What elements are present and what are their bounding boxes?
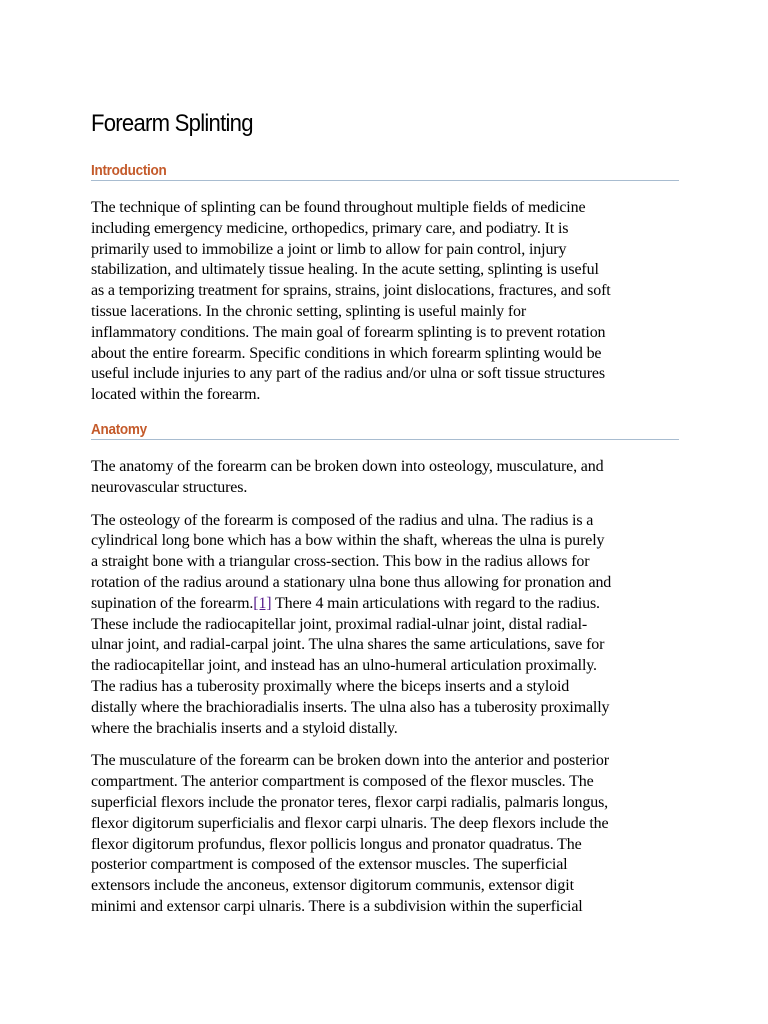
text-line: The technique of splinting can be found throughout multiple fields of medicine <box>91 199 586 216</box>
text-line: The musculature of the forearm can be broken down into the anterior and posterior <box>91 752 609 770</box>
anatomy-paragraph-osteology <box>91 511 679 740</box>
text-line: the radiocapitellar joint, and instead has an ulno-humeral articulation proximally. <box>91 657 597 675</box>
reference-link[interactable]: [1] <box>253 594 272 612</box>
text-line: ulnar joint, and radial-carpal joint. The ulna shares the same articulations, save for <box>91 636 605 654</box>
text-line: superficial flexors include the pronator teres, flexor carpi radialis, palmaris longus, <box>91 793 608 811</box>
text-line: about the entire forearm. Specific conditions in which forearm splinting would be <box>91 344 602 362</box>
text-line: The anatomy of the forearm can be broken down into osteology, musculature, and <box>91 457 604 475</box>
page-title: Forearm Splinting <box>91 110 253 137</box>
anatomy-paragraph-musculature <box>91 751 679 917</box>
text-line: flexor digitorum superficialis and flexor carpi ulnaris. The deep flexors include the <box>91 814 609 832</box>
text-line: flexor digitorum profundus, flexor pollicis longus and pronator quadratus. The <box>91 835 582 853</box>
text-line: stabilization, and ultimately tissue healing. In the acute setting, splinting is useful <box>91 261 599 279</box>
section-heading-anatomy <box>91 421 679 440</box>
text-line: extensors include the anconeus, extensor digitorum communis, extensor digit <box>91 877 574 895</box>
section-heading-introduction-label: Introduction <box>91 162 167 179</box>
section-heading-anatomy-label: Anatomy <box>91 420 147 438</box>
text-line: distally where the brachioradialis inserts. The ulna also has a tuberosity proximally <box>91 698 610 716</box>
text-line: primarily used to immobilize a joint or limb to allow for pain control, injury <box>91 240 567 258</box>
text-fragment: There 4 main articulations with regard to the radius. <box>271 594 600 612</box>
text-line: minimi and extensor carpi ulnaris. There is a subdivision within the superficial <box>91 897 583 915</box>
text-fragment: supination of the forearm. <box>91 594 254 612</box>
text-line: inflammatory conditions. The main goal of forearm splinting is to prevent rotation <box>91 323 606 341</box>
text-line: The osteology of the forearm is composed of the radius and ulna. The radius is a <box>91 511 594 529</box>
document-page <box>91 110 679 918</box>
text-line: These include the radiocapitellar joint, proximal radial-ulnar joint, distal radial- <box>91 615 588 633</box>
anatomy-paragraph-overview <box>91 457 679 499</box>
text-line: The radius has a tuberosity proximally where the biceps inserts and a styloid <box>91 677 570 695</box>
text-line: useful include injuries to any part of the radius and/or ulna or soft tissue structures <box>91 365 605 383</box>
text-line: as a temporizing treatment for sprains, strains, joint dislocations, fractures, and soft <box>91 282 611 300</box>
text-line: posterior compartment is composed of the extensor muscles. The superficial <box>91 856 568 874</box>
text-line: located within the forearm. <box>91 386 261 404</box>
text-line: cylindrical long bone which has a bow within the shaft, whereas the ulna is purely <box>91 532 605 550</box>
text-line: including emergency medicine, orthopedics, primary care, and podiatry. It is <box>91 219 569 237</box>
section-heading-introduction <box>91 162 679 181</box>
text-line: neurovascular structures. <box>91 478 248 496</box>
text-line: rotation of the radius around a stationary ulna bone thus allowing for pronation and <box>91 573 612 591</box>
text-line: where the brachialis inserts and a styloid distally. <box>91 719 398 737</box>
text-line: tissue lacerations. In the chronic setting, splinting is useful mainly for <box>91 302 527 320</box>
text-line-with-reference <box>91 594 679 615</box>
text-line: a straight bone with a triangular cross-section. This bow in the radius allows for <box>91 553 590 571</box>
introduction-paragraph <box>91 198 679 406</box>
text-line: compartment. The anterior compartment is composed of the flexor muscles. The <box>91 773 594 791</box>
